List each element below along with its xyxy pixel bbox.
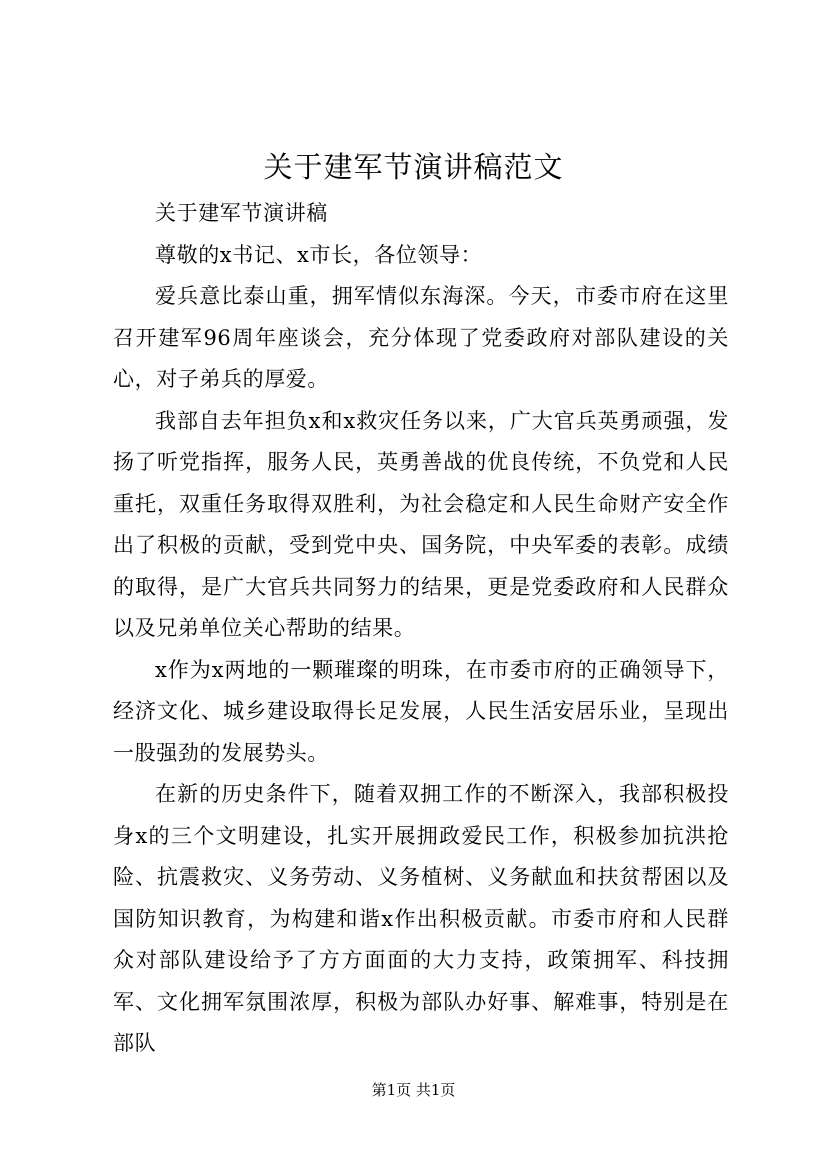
paragraph: 爱兵意比泰山重，拥军情似东海深。今天，市委市府在这里召开建军96周年座谈会，充分体现了党委政府对部队建设的关心，对子弟兵的厚爱。	[113, 284, 729, 391]
document-title: 关于建军节演讲稿范文	[263, 150, 564, 184]
paragraph-heading: 关于建军节演讲稿	[155, 201, 328, 225]
paragraph: x作为x两地的一颗璀璨的明珠，在市委市府的正确领导下，经济文化、城乡建设取得长足发展，人民生活安居乐业，呈现出一股强劲的发展势头。	[113, 657, 729, 765]
page-number-footer: 第1页 共1页	[371, 1081, 456, 1099]
paragraph: 在新的历史条件下，随着双拥工作的不断深入，我部积极投身x的三个文明建设，扎实开展拥政爱民工作，积极参加抗洪抢险、抗震救灾、义务劳动、义务植树、义务献血和扶贫帮困以及国防知识教育，为构建和谐x作出积极贡献。市委市府和人民群众对部队建设给予了方方面面的大力支持，政策拥军、科技拥军、文化拥军氛围浓厚，积极为部队办好事、解难事，特别是在部队	[113, 782, 729, 1055]
paragraph-salutation: 尊敬的x书记、x市长，各位领导：	[155, 242, 483, 267]
paragraph: 我部自去年担负x和x救灾任务以来，广大官兵英勇顽强，发扬了听党指挥，服务人民，英勇善战的优良传统，不负党和人民重托，双重任务取得双胜利，为社会稳定和人民生命财产安全作出了积极的贡献，受到党中央、国务院，中央军委的表彰。成绩的取得，是广大官兵共同努力的结果，更是党委政府和人民群众以及兄弟单位关心帮助的结果。	[113, 408, 729, 640]
document-body	[113, 193, 729, 1065]
